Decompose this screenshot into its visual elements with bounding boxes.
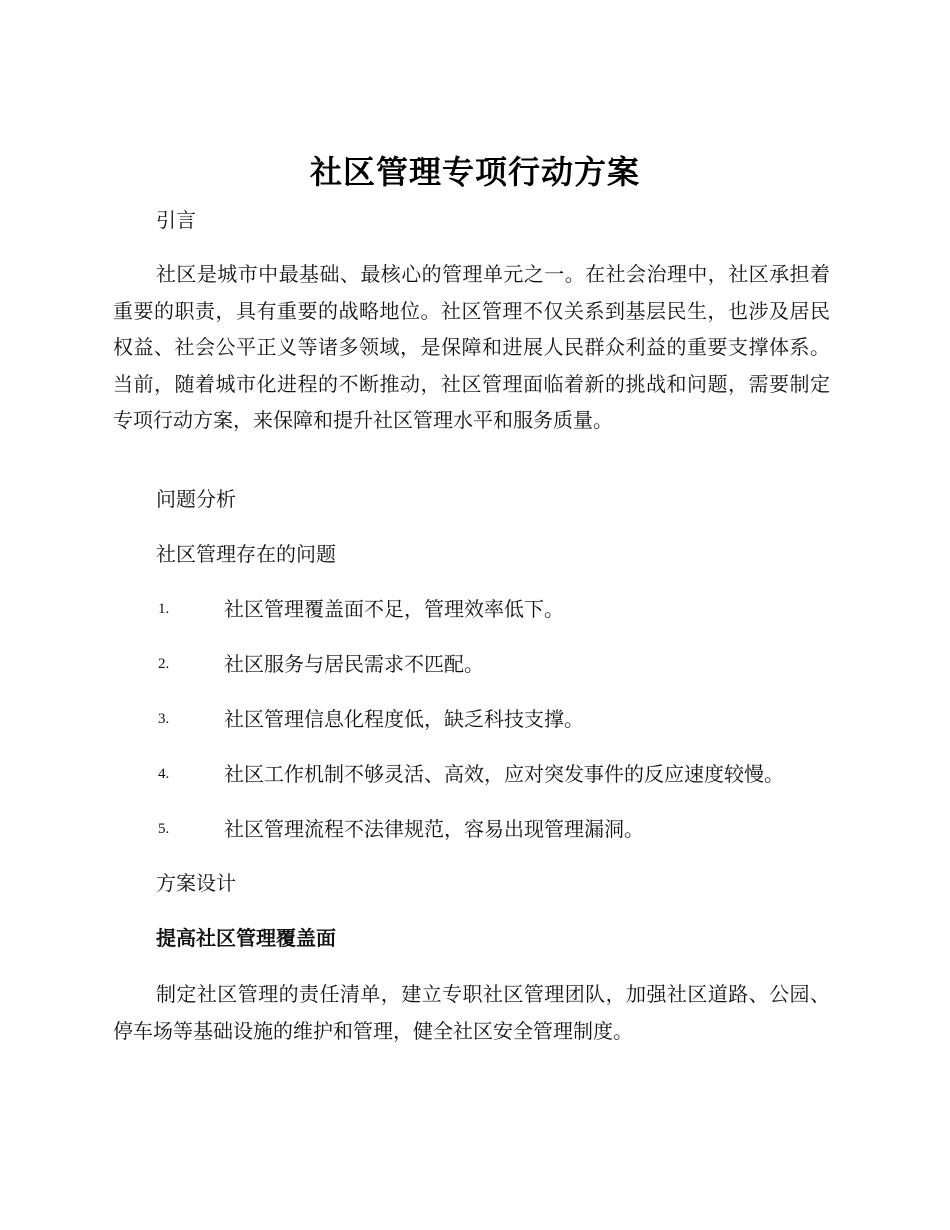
coverage-paragraph: 制定社区管理的责任清单，建立专职社区管理团队，加强社区道路、公园、停车场等基础设施的维护和管理，健全社区安全管理制度。	[113, 982, 830, 1043]
list-item-number: 5.	[158, 821, 170, 837]
list-item-text: 社区管理覆盖面不足，管理效率低下。	[224, 597, 564, 621]
list-item	[158, 759, 848, 789]
section-heading-analysis: 问题分析	[156, 487, 236, 511]
list-item-text: 社区服务与居民需求不匹配。	[224, 652, 484, 676]
list-item-text: 社区管理流程不法律规范，容易出现管理漏洞。	[224, 817, 644, 841]
list-item-number: 2.	[158, 656, 170, 672]
subsection-heading-problems: 社区管理存在的问题	[156, 542, 336, 566]
list-item-number: 3.	[158, 711, 170, 727]
list-item-number: 4.	[158, 766, 170, 782]
section-heading-intro: 引言	[156, 208, 196, 232]
list-item	[158, 594, 848, 624]
list-item-text: 社区管理信息化程度低，缺乏科技支撑。	[224, 707, 584, 731]
list-item	[158, 649, 848, 679]
subsection-heading-coverage: 提高社区管理覆盖面	[156, 926, 336, 950]
document-title: 社区管理专项行动方案	[309, 153, 640, 191]
section-heading-design: 方案设计	[156, 871, 236, 895]
list-item	[158, 814, 848, 844]
list-item	[158, 704, 848, 734]
list-item-text: 社区工作机制不够灵活、高效，应对突发事件的反应速度较慢。	[224, 762, 784, 786]
list-item-number: 1.	[158, 601, 170, 617]
intro-paragraph: 社区是城市中最基础、最核心的管理单元之一。在社会治理中，社区承担着重要的职责，具有重要的战略地位。社区管理不仅关系到基层民生，也涉及居民权益、社会公平正义等诸多领域，是保障和进展人民群众利益的重要支撑体系。当前，随着城市化进程的不断推动，社区管理面临着新的挑战和问题，需要制定专项行动方案，来保障和提升社区管理水平和服务质量。	[113, 262, 830, 432]
